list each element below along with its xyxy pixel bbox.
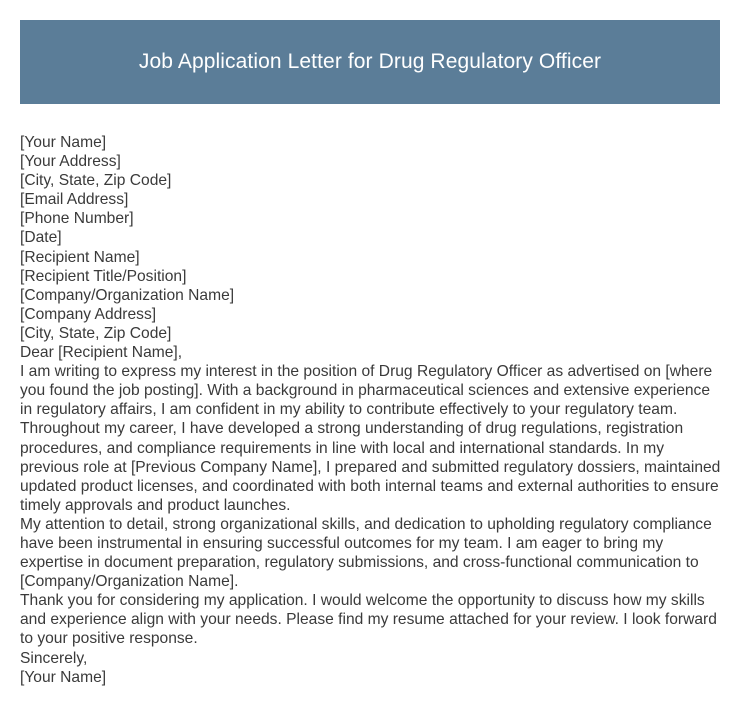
closing: Sincerely, xyxy=(20,649,88,667)
page-title: Job Application Letter for Drug Regulatory Officer xyxy=(138,50,602,73)
document-header xyxy=(20,20,720,104)
recipient-title: [Recipient Title/Position] xyxy=(20,267,187,285)
recipient-city-state-zip: [City, State, Zip Code] xyxy=(20,324,172,342)
salutation: Dear [Recipient Name], xyxy=(20,344,183,362)
sender-address: [Your Address] xyxy=(20,153,121,171)
body-paragraph-intro: I am writing to express my interest in the position of Drug Regulatory Officer as advertised on [where you found the job posting]. With a background in pharmaceutical sciences and extensive experience in regulatory affairs, I am confident in my ability to contribute effectively to your regulatory team. xyxy=(20,363,713,419)
sender-name: [Your Name] xyxy=(20,134,107,151)
body-paragraph-closing: Thank you for considering my application. I would welcome the opportunity to discuss how my skills and experience align with your needs. Please find my resume attached for your review. I look forward to your positive response. xyxy=(20,592,717,648)
sender-phone: [Phone Number] xyxy=(20,210,134,228)
body-paragraph-experience: Throughout my career, I have developed a strong understanding of drug regulations, registration procedures, and compliance requirements in line with local and international standards. In my previous role at [Previous Company Name], I prepared and submitted regulatory dossiers, maintained updated product licenses, and coordinated with both internal teams and external authorities to ensure timely approvals and product launches. xyxy=(20,420,721,514)
recipient-name: [Recipient Name] xyxy=(20,248,140,266)
body-paragraph-skills: My attention to detail, strong organizational skills, and dedication to upholding regulatory compliance have been instrumental in ensuring successful outcomes for my team. I am eager to bring my expertise in document preparation, regulatory submissions, and cross-functional communication to [Company/Organization Name]. xyxy=(20,515,712,591)
sender-email: [Email Address] xyxy=(20,191,129,209)
sender-city-state-zip: [City, State, Zip Code] xyxy=(20,172,172,190)
recipient-company: [Company/Organization Name] xyxy=(20,286,235,304)
letter-body xyxy=(20,133,722,687)
signature: [Your Name] xyxy=(20,668,107,686)
recipient-address: [Company Address] xyxy=(20,305,157,323)
letter-date: [Date] xyxy=(20,229,62,247)
